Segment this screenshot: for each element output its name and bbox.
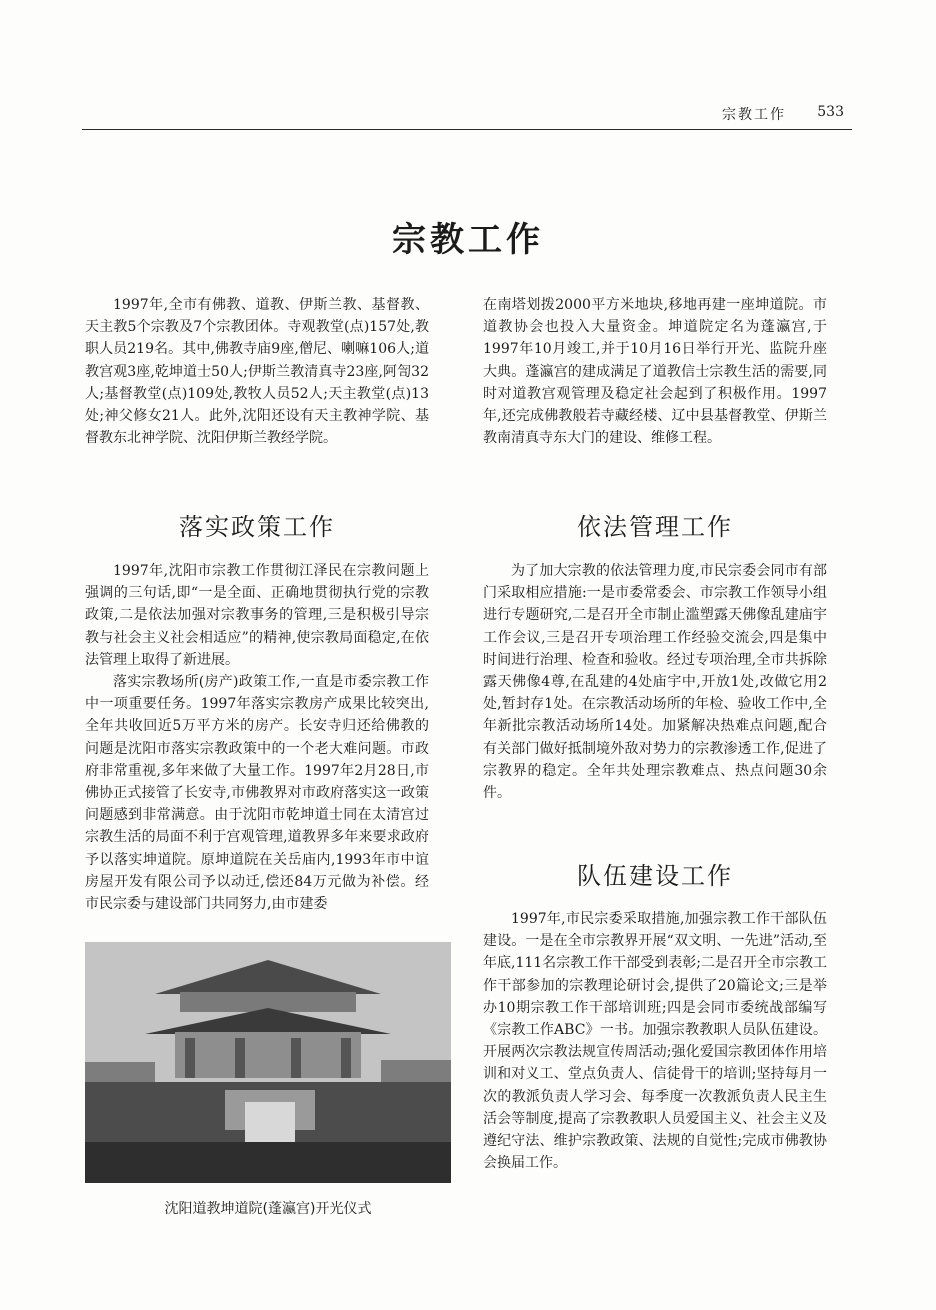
right-column xyxy=(483,294,827,449)
policy-text xyxy=(85,560,429,915)
law-paragraph: 为了加大宗教的依法管理力度,市民宗委会同市有部门采取相应措施:一是市委常委会、市宗教工作领导小组进行专题研究,二是召开全市制止滥塑露天佛像乱建庙宇工作会议,三是召开专项治理工作经验交流会,四是集中时间进行治理、检查和验收。经过专项治理,全市共拆除露天佛像4尊,在乱建的4处庙宇中,开放1处,改做它用2处,暂封存1处。在宗教活动场所的年检、验收工作中,全年新批宗教活动场所14处。加紧解决热难点问题,配合有关部门做好抵制境外敌对势力的宗教渗透工作,促进了宗教界的稳定。全年共处理宗教难点、热点问题30余件。 xyxy=(483,563,827,802)
page-title: 宗教工作 xyxy=(392,220,544,260)
page-number: 533 xyxy=(817,104,844,120)
photo-caption: 沈阳道教坤道院(蓬瀛宫)开光仪式 xyxy=(164,1201,372,1217)
section-heading-team: 队伍建设工作 xyxy=(577,862,733,890)
left-column xyxy=(85,294,429,449)
section-heading-law: 依法管理工作 xyxy=(577,513,733,541)
ceremony-photo xyxy=(85,942,451,1183)
temple-illustration xyxy=(85,942,451,1183)
policy-continuation-paragraph: 在南塔划拨2000平方米地块,移地再建一座坤道院。市道教协会也投入大量资金。坤道院定名为蓬瀛宫,于1997年10月竣工,并于10月16日举行开光、监院升座大典。蓬瀛宫的建成满足了道教信士宗教生活的需要,同时对道教宫观管理及稳定社会起到了积极作用。1997年,还完成佛教般若寺藏经楼、辽中县基督教堂、伊斯兰教南清真寺东大门的建设、维修工程。 xyxy=(483,297,827,447)
intro-paragraph: 1997年,全市有佛教、道教、伊斯兰教、基督教、天主教5个宗教及7个宗教团体。寺观教堂(点)157处,教职人员219名。其中,佛教寺庙9座,僧尼、喇嘛106人;道教宫观3座,乾坤道士50人;伊斯兰教清真寺23座,阿訇32人;基督教堂(点)109处,教牧人员52人;天主教堂(点)13处;神父修女21人。此外,沈阳还设有天主教神学院、基督教东北神学院、沈阳伊斯兰教经学院。 xyxy=(85,297,429,447)
team-paragraph: 1997年,市民宗委采取措施,加强宗教工作干部队伍建设。一是在全市宗教界开展“双文明、一先进”活动,至年底,111名宗教工作干部受到表彰;二是召开全市宗教工作干部参加的宗教理论研讨会,提供了20篇论文;三是举办10期宗教工作干部培训班;四是会同市委统战部编写《宗教工作ABC》一书。加强宗教教职人员队伍建设。开展两次宗教法规宣传周活动;强化爱国宗教团体作用培训和对义工、堂点负责人、信徒骨干的培训;坚持每月一次的教派负责人学习会、每季度一次教派负责人民主生活会等制度,提高了宗教教职人员爱国主义、社会主义及遵纪守法、维护宗教政策、法规的自觉性;完成市佛教协会换届工作。 xyxy=(483,911,827,1172)
running-title: 宗教工作 xyxy=(722,107,786,123)
policy-paragraph-1: 1997年,沈阳市宗教工作贯彻江泽民在宗教问题上强调的三句话,即“一是全面、正确地贯彻执行党的宗教政策,二是依法加强对宗教事务的管理,三是积极引导宗教与社会主义社会相适应”的精神,使宗教局面稳定,在依法管理上取得了新进展。 xyxy=(85,563,429,668)
section-heading-policy: 落实政策工作 xyxy=(179,513,335,541)
policy-paragraph-2: 落实宗教场所(房产)政策工作,一直是市委宗教工作中一项重要任务。1997年落实宗教房产成果比较突出,全年共收回近5万平方米的房产。长安寺归还给佛教的问题是沈阳市落实宗教政策中的一个老大难问题。市政府非常重视,多年来做了大量工作。1997年2月28日,市佛协正式接管了长安寺,市佛教界对市政府落实这一政策问题感到非常满意。由于沈阳市乾坤道士同在太清宫过宗教生活的局面不利于宫观管理,道教界多年来要求政府予以落实坤道院。原坤道院在关岳庙内,1993年市中谊房屋开发有限公司予以动迁,偿还84万元做为补偿。经市民宗委与建设部门共同努力,由市建委 xyxy=(85,674,429,913)
team-text xyxy=(483,908,827,1174)
running-header xyxy=(82,96,852,130)
law-text xyxy=(483,560,827,804)
